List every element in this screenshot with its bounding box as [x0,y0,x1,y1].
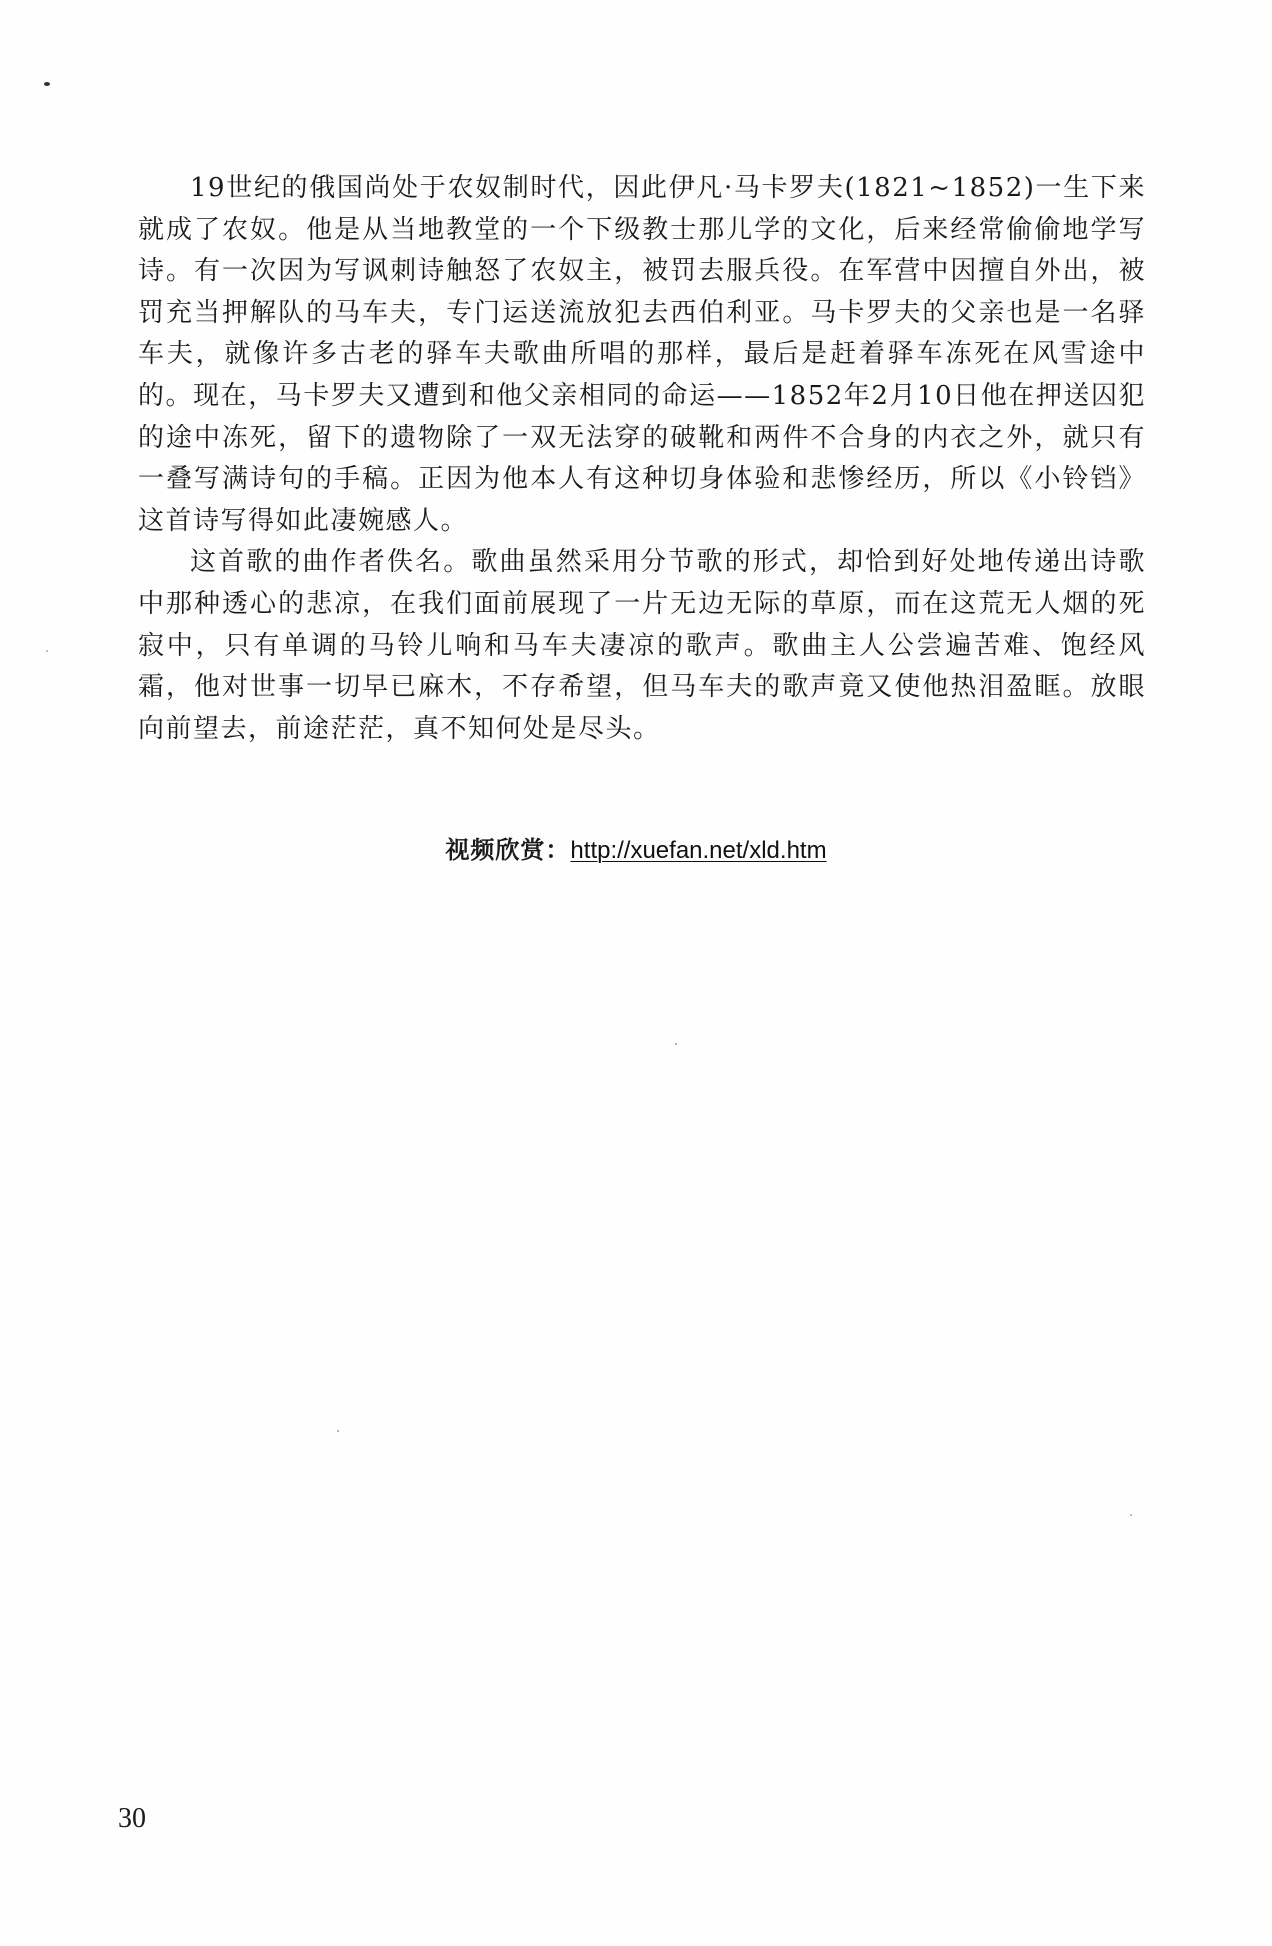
paragraph-makarov-biography: 19世纪的俄国尚处于农奴制时代，因此伊凡·马卡罗夫(1821~1852)一生下来就成了农奴。他是从当地教堂的一个下级教士那儿学的文化，后来经常偷偷地学写诗。有一次因为写讽刺诗触怒了农奴主，被罚去服兵役。在军营中因擅自外出，被罚充当押解队的马车夫，专门运送流放犯去西伯利亚。马卡罗夫的父亲也是一名驿车夫，就像许多古老的驿车夫歌曲所唱的那样，最后是赶着驿车冻死在风雪途中的。现在，马卡罗夫又遭到和他父亲相同的命运——1852年2月10日他在押送囚犯的途中冻死，留下的遗物除了一双无法穿的破靴和两件不合身的内衣之外，就只有一叠写满诗句的手稿。正因为他本人有这种切身体验和悲惨经历，所以《小铃铛》这首诗写得如此凄婉感人。 [138,173,1146,536]
video-reference [0,835,1272,867]
video-label: 视频欣赏： [445,837,571,864]
scan-speck [1130,1514,1132,1516]
scan-speck [675,1043,677,1045]
body-text [138,168,1146,750]
video-link[interactable]: http://xuefan.net/xld.htm [570,837,827,864]
scan-speck [44,82,50,86]
page-number: 30 [118,1803,146,1834]
scan-speck [337,1430,339,1432]
scan-speck [46,650,48,652]
paragraph-song-description: 这首歌的曲作者佚名。歌曲虽然采用分节歌的形式，却恰到好处地传递出诗歌中那种透心的悲凉，在我们面前展现了一片无边无际的草原，而在这荒无人烟的死寂中，只有单调的马铃儿响和马车夫凄凉的歌声。歌曲主人公尝遍苦难、饱经风霜，他对世事一切早已麻木，不存希望，但马车夫的歌声竟又使他热泪盈眶。放眼向前望去，前途茫茫，真不知何处是尽头。 [138,547,1146,744]
